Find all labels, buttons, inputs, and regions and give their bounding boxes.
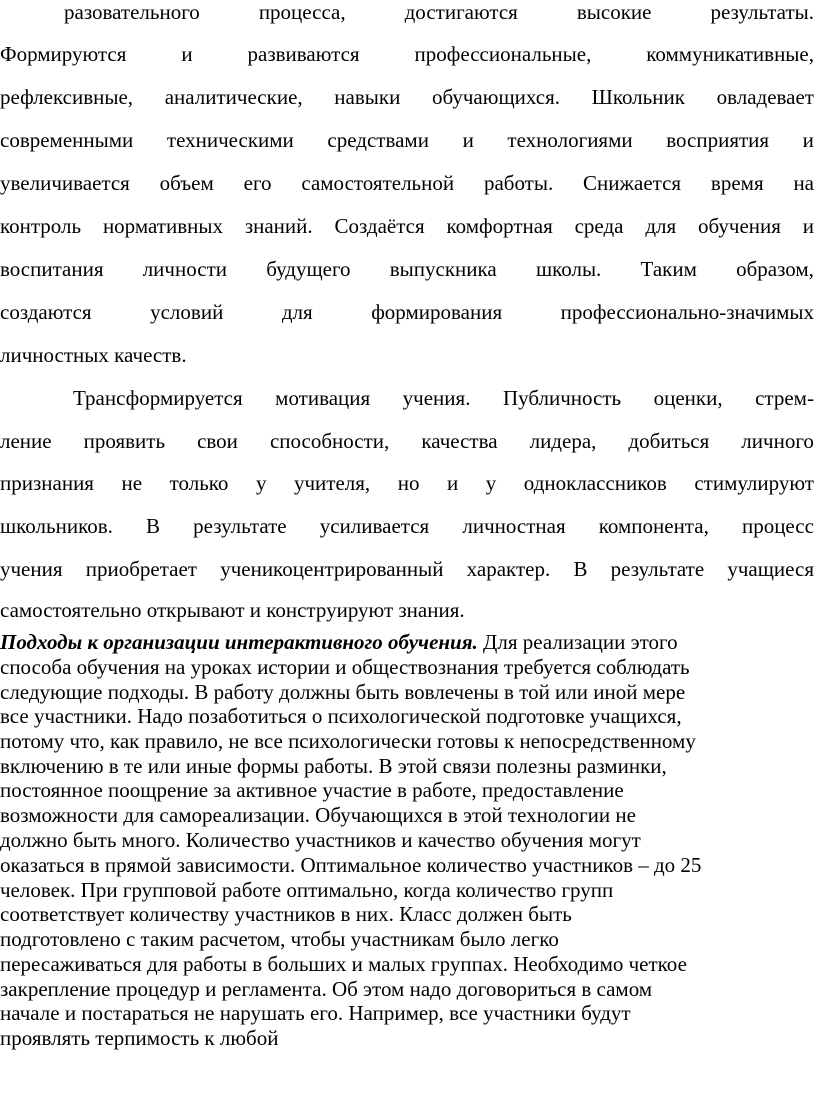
word: у — [255, 471, 267, 495]
section-heading: Подходы к организации интерактивного обучения. — [0, 630, 478, 654]
word: В — [146, 514, 161, 538]
word: свои — [197, 429, 238, 453]
word: профессиональные, — [414, 42, 592, 66]
word: для — [281, 300, 313, 324]
word: усиливается — [319, 514, 430, 538]
word: и — [802, 214, 814, 238]
word: самостоятельной — [301, 171, 455, 195]
word: Публичность — [502, 386, 622, 410]
word: овладевает — [716, 85, 814, 109]
word: коммуникативные, — [646, 42, 814, 66]
word: объем — [159, 171, 214, 195]
word: процесс — [741, 514, 814, 538]
word: ление — [0, 429, 52, 453]
word: его — [243, 171, 272, 195]
word: разовательного — [64, 0, 200, 24]
word: личного — [741, 429, 814, 453]
section-first-line-rest: Для реализации этого — [483, 630, 678, 654]
word: нормативных — [102, 214, 223, 238]
word: формирования — [371, 300, 503, 324]
section-line: постоянное поощрение за активное участие в работе, предоставление — [0, 778, 624, 802]
word: обучения — [698, 214, 781, 238]
word: личности — [142, 257, 227, 281]
section-line: соответствует количеству участников в них. Класс должен быть — [0, 902, 572, 926]
word: результате — [193, 514, 287, 538]
section-line: начале и постараться не нарушать его. Например, все участники будут — [0, 1001, 631, 1025]
word: личностная — [462, 514, 566, 538]
word: средствами — [327, 128, 429, 152]
word: достигаются — [404, 0, 518, 24]
word: проявить — [83, 429, 166, 453]
section-line: подготовлено с таким расчетом, чтобы участникам было легко — [0, 927, 559, 951]
word: техническими — [166, 128, 294, 152]
word: но — [397, 471, 420, 495]
section-line: все участники. Надо позаботиться о психологической подготовке учащихся, — [0, 704, 682, 728]
word: среда — [574, 214, 624, 238]
word: знаний. — [244, 214, 313, 238]
word: Таким — [640, 257, 697, 281]
section-line: должно быть много. Количество участников и качество обучения могут — [0, 828, 641, 852]
word: образом, — [736, 257, 814, 281]
section-first-line — [0, 630, 814, 654]
word: аналитические, — [164, 85, 303, 109]
word: время — [710, 171, 764, 195]
word: на — [793, 171, 814, 195]
word: лидера, — [529, 429, 597, 453]
word: Школьник — [591, 85, 685, 109]
word: только — [169, 471, 229, 495]
word: увеличивается — [0, 171, 130, 195]
word: будущего — [266, 257, 351, 281]
word: учения — [0, 557, 63, 581]
word: и — [802, 128, 814, 152]
word: условий — [150, 300, 224, 324]
word: признания — [0, 471, 94, 495]
word: и — [462, 128, 474, 152]
word: приобретает — [85, 557, 197, 581]
paragraph2-line-5 — [0, 557, 814, 581]
word: работы. — [483, 171, 554, 195]
paragraph2-line-1 — [0, 386, 814, 410]
section-line: человек. При групповой работе оптимально, когда количество групп — [0, 878, 614, 902]
word: учения. — [402, 386, 471, 410]
section-line: пересаживаться для работы в больших и малых группах. Необходимо четкое — [0, 952, 687, 976]
section-line: возможности для самореализации. Обучающихся в этой технологии не — [0, 803, 636, 827]
paragraph1-line-6 — [0, 214, 814, 238]
word: школы. — [535, 257, 602, 281]
word: комфортная — [446, 214, 553, 238]
section-line: закрепление процедур и регламента. Об этом надо договориться в самом — [0, 977, 653, 1001]
word: Снижается — [583, 171, 682, 195]
section-line: проявлять терпимость к любой — [0, 1026, 279, 1050]
word: мотивация — [275, 386, 371, 410]
section-line: оказаться в прямой зависимости. Оптимальное количество участников – до 25 — [0, 853, 702, 877]
word: у — [485, 471, 497, 495]
word: создаются — [0, 300, 92, 324]
word: стрем- — [755, 386, 814, 410]
word: современными — [0, 128, 134, 152]
paragraph1-line-4 — [0, 128, 814, 152]
word: результаты. — [710, 0, 814, 24]
word: Формируются — [0, 42, 127, 66]
paragraph2-line-2 — [0, 429, 814, 453]
paragraph1-line-3 — [0, 85, 814, 109]
word: добиться — [628, 429, 710, 453]
word: оценки, — [653, 386, 723, 410]
word: качества — [421, 429, 498, 453]
word: для — [645, 214, 677, 238]
word: стимулируют — [694, 471, 814, 495]
word: одноклассников — [523, 471, 667, 495]
word: и — [181, 42, 193, 66]
word: процесса, — [258, 0, 346, 24]
word: навыки — [334, 85, 401, 109]
paragraph1-line-2 — [0, 42, 814, 66]
paragraph2-line-4 — [0, 514, 814, 538]
word: учителя, — [293, 471, 371, 495]
word: технологиями — [507, 128, 633, 152]
word: школьников. — [0, 514, 113, 538]
paragraph1-line-7 — [0, 257, 814, 281]
word: контроль — [0, 214, 82, 238]
section-line: способа обучения на уроках истории и обществознания требуется соблюдать — [0, 655, 690, 679]
section-line: включению в те или иные формы работы. В этой связи полезны разминки, — [0, 754, 667, 778]
word: выпускника — [389, 257, 497, 281]
word: развиваются — [247, 42, 360, 66]
word: ученикоцентрированный — [220, 557, 444, 581]
word: рефлексивные, — [0, 85, 134, 109]
word: Трансформируется — [73, 386, 243, 410]
paragraph1-line-8 — [0, 300, 814, 324]
word: способности, — [269, 429, 390, 453]
paragraph1-line-5 — [0, 171, 814, 195]
word: обучающихся. — [431, 85, 560, 109]
section-line: следующие подходы. В работу должны быть вовлечены в той или иной мере — [0, 680, 686, 704]
paragraph2-last-line: самостоятельно открывают и конструируют знания. — [0, 598, 465, 622]
word: профессионально-значимых — [560, 300, 814, 324]
word: характер. — [466, 557, 551, 581]
paragraph1-last-line: личностных качеств. — [0, 343, 187, 367]
section-line: потому что, как правило, не все психологически готовы к непосредственному — [0, 729, 696, 753]
word: и — [446, 471, 459, 495]
word: результате — [610, 557, 705, 581]
word: воспитания — [0, 257, 104, 281]
word: не — [121, 471, 143, 495]
word: компонента, — [598, 514, 709, 538]
paragraph1-line-1 — [0, 0, 814, 24]
word: восприятия — [666, 128, 770, 152]
word: Создаётся — [334, 214, 425, 238]
paragraph2-line-3 — [0, 471, 814, 495]
word: В — [573, 557, 588, 581]
word: высокие — [576, 0, 652, 24]
word: учащиеся — [727, 557, 814, 581]
